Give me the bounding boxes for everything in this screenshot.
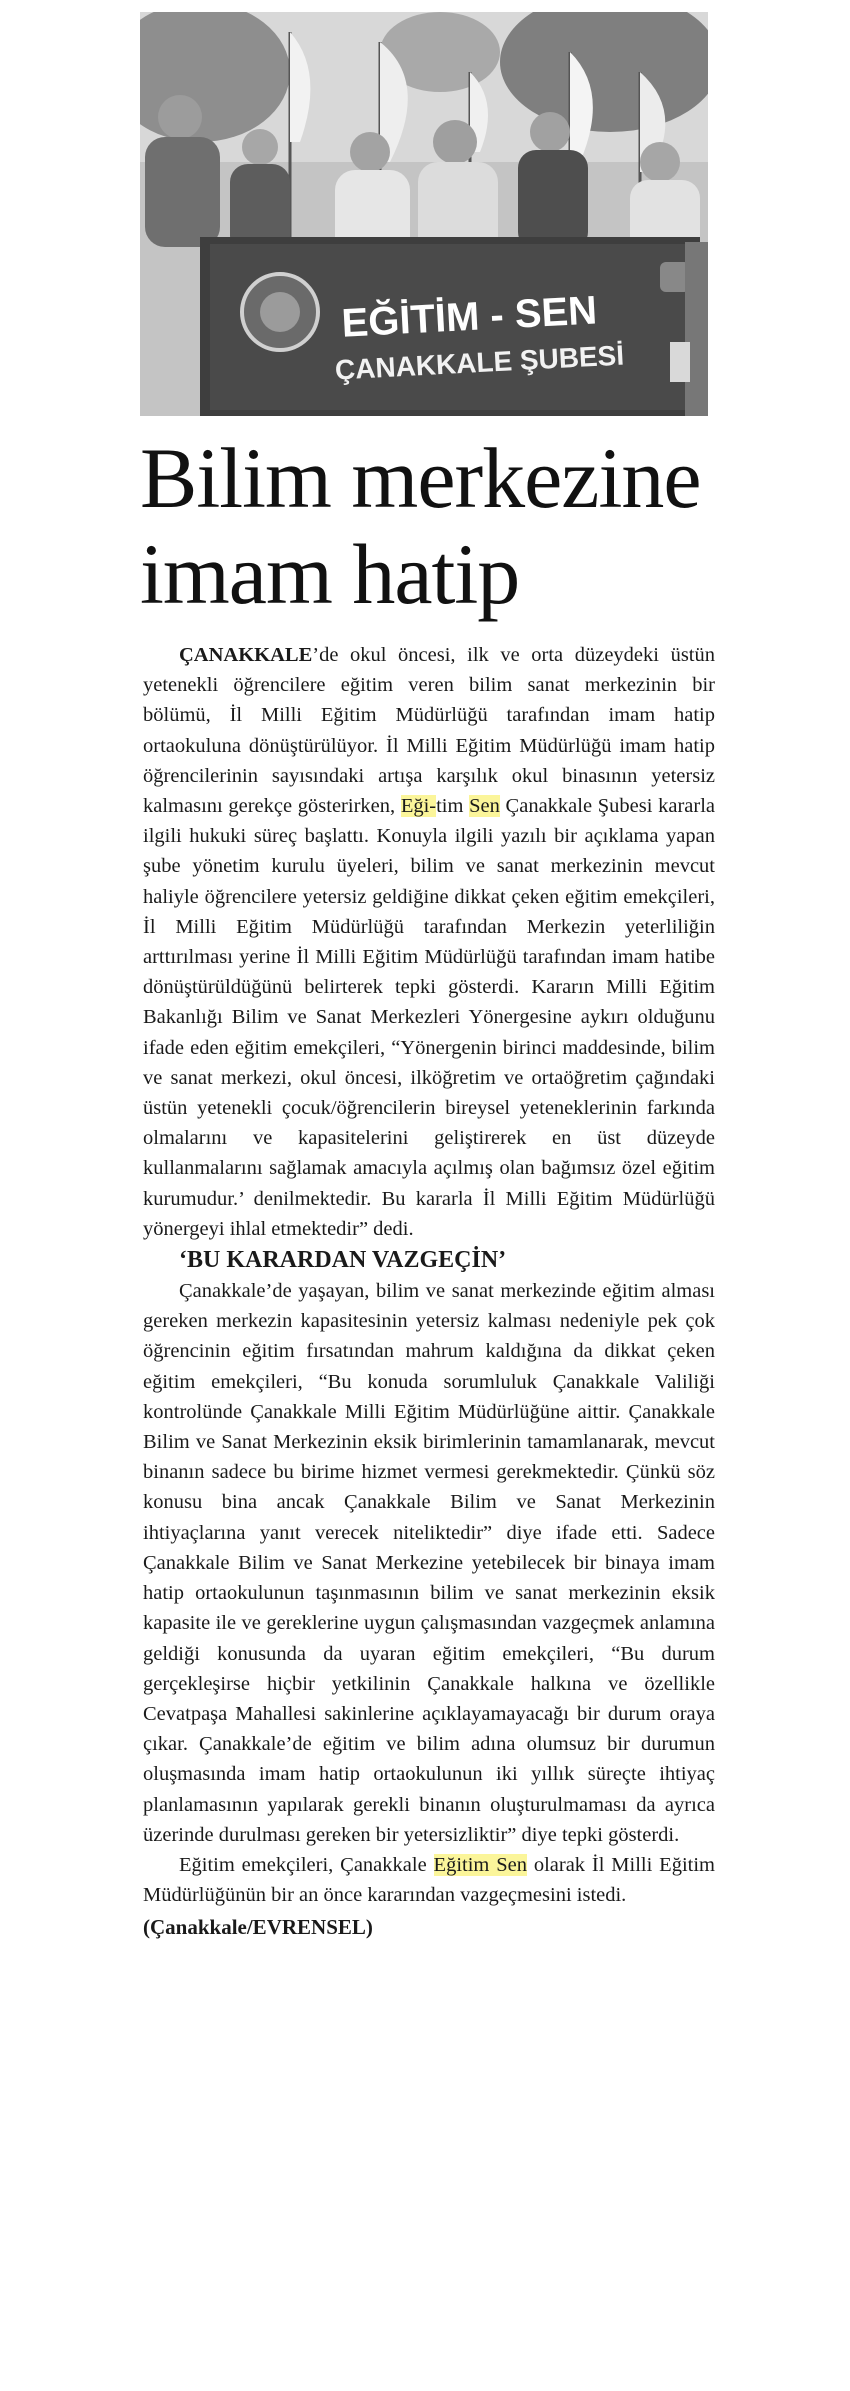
highlight-egitim-sen: Eğitim Sen [433, 1853, 527, 1876]
paragraph-3-text-b: olarak İl Milli Eğitim Müdürlüğünün bir an önce kararından vazgeçmesini istedi. [143, 1853, 715, 1907]
source-credit: (Çanakkale/EVRENSEL) [143, 1915, 373, 1940]
highlight-sen: Sen [469, 795, 500, 818]
paragraph-2: Çanakkale’de yaşayan, bilim ve sanat merkezinde eğitim alması gereken merkezin kapasitesinin yetersiz kalması nedeniyle pek çok öğrencinin eğitim fırsatından mahrum kaldığına da dikkat çeken eğitim emekçileri, “Bu konuda sorumluluk Çanakkale Valiliği kontrolünde Çanakkale Milli Eğitim Müdürlüğüne aittir. Çanakkale Bilim ve Sanat Merkezinin eksik birimlerinin tamamlanarak, mevcut binanın sadece bu birime hizmet vermesi gerekmektedir. Çünkü söz konusu bina ancak Çanakkale Bilim ve Sanat Merkezinin ihtiyaçlarına yanıt verecek niteliktedir” diye ifade etti. Sadece Çanakkale Bilim ve Sanat Merkezine yetebilecek bir binaya imam hatip ortaokulunun taşınmasının bilim ve sanat merkezinin eksik kapasite ile ve gereklerine uygun çalışmasından vazgeçmek anlamına geldiği konusunda da uyaran eğitim emekçileri, “Bu durum gerçekleşirse hiçbir yetkilinin Çanakkale halkına ve özellikle Cevatpaşa Mahallesi sakinlerine açıklayamayacağı bir durum oraya çıkar. Çanakkale’de eğitim ve bilim adına olumsuz bir durumun oluşmasında imam hatip ortaokulunun iki yıllık süreçte ihtiyaç planlamasının yapılarak gerekli binanın oluşturulmaması da ayrıca üzerinde durulması gereken bir yetersizliktir” diye tepki gösterdi. [143, 1280, 715, 1846]
paragraph-3 [143, 1850, 715, 1910]
dateline: ÇANAKKALE [179, 644, 313, 666]
paragraph-1-text-b: tim [436, 795, 470, 818]
paragraph-3-text-a: Eğitim emekçileri, Çanakkale [179, 1853, 434, 1876]
subheading: ‘BU KARARDAN VAZGEÇİN’ [179, 1247, 507, 1274]
highlight-egitim: Eği- [400, 795, 437, 818]
protest-photo-illustration [140, 12, 708, 416]
banner-line2: ÇANAKKALE ŞUBESİ [334, 339, 625, 386]
news-photo [140, 12, 708, 416]
article-headline [140, 430, 720, 622]
banner-line1: EĞİTİM - SEN [340, 288, 599, 346]
paragraph-1-text-a: ’de okul öncesi, ilk ve orta düzeydeki üstün yetenekli öğrencilere eğitim veren bilim sanat merkezinin bir bölümü, İl Milli Eğitim Müdürlüğü tarafından imam hatip ortaokuluna dönüştürülüyor. İl Milli Eğitim Müdürlüğü imam hatip öğrencilerinin sayısındaki artışa karşılık okul binasının yetersiz kalmasını gerekçe gösterirken, [143, 644, 715, 818]
paragraph-1 [143, 640, 715, 1244]
headline-line-2: imam hatip [140, 526, 520, 622]
headline-line-1: Bilim merkezine [140, 430, 701, 526]
paragraph-1-text-c: Çanakkale Şubesi kararla ilgili hukuki süreç başlattı. Konuyla ilgili yazılı bir açıklama yapan şube yönetim kurulu üyeleri, bilim ve sanat merkezinin mevcut haliyle öğrencilere yetersiz geldiğine dikkat çeken eğitim emekçileri, İl Milli Eğitim Müdürlüğü tarafından Merkezin yeterliliğin arttırılması yerine İl Milli Eğitim Müdürlüğü tarafından imam hatibe dönüştürüldüğünü belirterek tepki gösterdi. Kararın Milli Eğitim Bakanlığı Bilim ve Sanat Merkezleri Yönergesine aykırı olduğunu ifade eden eğitim emekçileri, “Yönergenin birinci maddesinde, bilim ve sanat merkezi, okul öncesi, ilköğretim ve ortaöğretim çağındaki üstün yetenekli çocuk/öğrencilerin bireysel yeteneklerinin farkında olmalarını ve kapasitelerini geliştirerek en üst düzeyde kullanmalarını sağlamak amacıyla açılmış olan bağımsız özel eğitim kurumudur.’ denilmektedir. Bu kararla İl Milli Eğitim Müdürlüğü yönergeyi ihlal etmektedir” dedi. [143, 795, 715, 1240]
article-body [143, 640, 715, 1943]
